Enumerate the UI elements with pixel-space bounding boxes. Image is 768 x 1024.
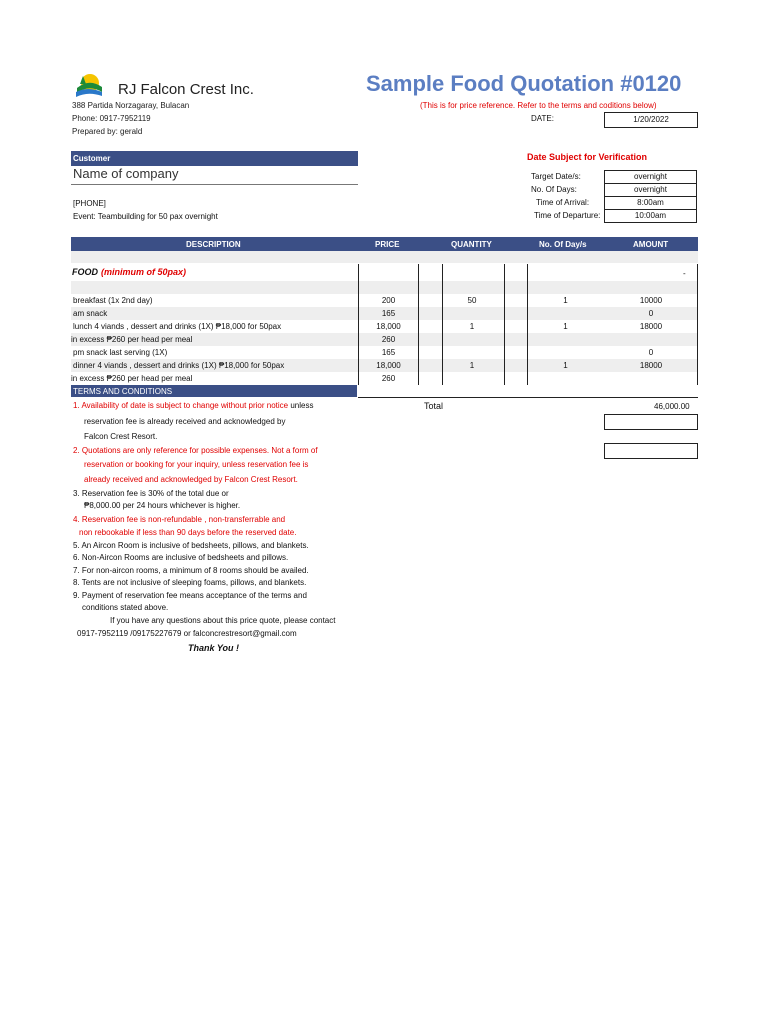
food-section-label: FOOD (72, 267, 98, 277)
term-line: conditions stated above. (82, 603, 169, 612)
term-line: 5. An Aircon Room is inclusive of bedsheets, pillows, and blankets. (73, 541, 309, 550)
customer-bar-label: Customer (73, 154, 111, 163)
term-line: 8. Tents are not inclusive of sleeping foams, pillows, and blankets. (73, 578, 307, 587)
terms-bar-label: TERMS AND CONDITIONS (73, 387, 173, 396)
resort-logo-icon (74, 72, 104, 98)
header-days: No. Of Day/s (539, 240, 587, 249)
term-line: 7. For non-aircon rooms, a minimum of 8 rooms should be availed. (73, 566, 309, 575)
reference-note: (This is for price reference. Refer to the terms and coditions below) (420, 101, 657, 110)
verification-heading: Date Subject for Verification (527, 152, 648, 162)
term-line: already received and acknowledged by Falcon Crest Resort. (84, 475, 298, 484)
row-amount: 0 (648, 348, 654, 357)
page-title: Sample Food Quotation #0120 (366, 71, 682, 96)
table-row (71, 307, 698, 320)
row-price: 18,000 (376, 361, 401, 370)
column-divider (442, 264, 443, 385)
row-price: 165 (381, 348, 396, 357)
term-line: 2. Quotations are only reference for possible expenses. Not a form of (73, 446, 318, 455)
table-row (71, 333, 698, 346)
row-description: am snack (73, 309, 108, 318)
total-label: Total (424, 401, 444, 411)
header-amount: AMOUNT (633, 240, 669, 249)
row-amount: 0 (648, 309, 654, 318)
header-price: PRICE (375, 240, 400, 249)
spacer-row (71, 281, 698, 294)
days-label: No. Of Days: (531, 185, 577, 194)
table-row (71, 359, 698, 372)
row-price: 18,000 (376, 322, 401, 331)
row-days: 1 (563, 296, 568, 305)
extra-field-1[interactable] (604, 414, 698, 430)
column-divider (418, 264, 419, 385)
terms-bar (71, 385, 357, 397)
target-date-field[interactable]: overnight (604, 170, 697, 184)
row-description: in excess ₱260 per head per meal (71, 374, 193, 383)
row-days: 1 (563, 361, 568, 370)
table-row (71, 294, 698, 307)
table-row (71, 346, 698, 359)
row-price: 200 (381, 296, 396, 305)
date-label: DATE: (531, 114, 554, 123)
extra-field-2[interactable] (604, 443, 698, 459)
row-description: pm snack last serving (1X) (73, 348, 168, 357)
spacer-row (71, 251, 698, 263)
term-line: Falcon Crest Resort. (84, 432, 158, 441)
row-amount: 18000 (639, 322, 663, 331)
days-field[interactable]: overnight (604, 184, 697, 197)
contact-note: If you have any questions about this price quote, please contact (110, 616, 336, 625)
row-description: dinner 4 viands , dessert and drinks (1X) ₱18,000 for 50pax (73, 361, 285, 370)
thank-you-text: Thank You ! (188, 643, 240, 653)
term-line: ₱8,000.00 per 24 hours whichever is higher. (84, 501, 241, 510)
term-line: 4. Reservation fee is non-refundable , non-transferrable and (73, 515, 286, 524)
term-line: reservation fee is already received and acknowledged by (84, 417, 286, 426)
row-quantity: 1 (469, 322, 475, 331)
food-section-note: (minimum of 50pax) (101, 267, 187, 277)
header-quantity: QUANTITY (451, 240, 492, 249)
departure-field[interactable]: 10:00am (604, 210, 697, 223)
row-price: 165 (381, 309, 396, 318)
row-price: 260 (381, 335, 396, 344)
customer-company-name[interactable]: Name of company (73, 166, 179, 181)
customer-bar (71, 151, 358, 166)
total-value: 46,000.00 (654, 402, 690, 411)
departure-label: Time of Departure: (534, 211, 601, 220)
verification-grid (604, 170, 697, 223)
column-divider (697, 264, 698, 385)
arrival-label: Time of Arrival: (536, 198, 590, 207)
row-days: 1 (563, 322, 568, 331)
customer-phone[interactable]: [PHONE] (73, 199, 106, 208)
term-line: 3. Reservation fee is 30% of the total due or (73, 489, 229, 498)
row-quantity: 1 (469, 361, 475, 370)
term-line: non rebookable if less than 90 days before the reserved date. (79, 528, 297, 537)
column-divider (504, 264, 505, 385)
company-name: RJ Falcon Crest Inc. (118, 81, 254, 98)
table-row (71, 372, 698, 385)
prepared-by: Prepared by: gerald (72, 127, 143, 136)
company-phone: Phone: 0917-7952119 (72, 114, 151, 123)
date-field[interactable]: 1/20/2022 (604, 112, 698, 128)
term-line: 6. Non-Aircon Rooms are inclusive of bedsheets and pillows. (73, 553, 289, 562)
table-header (71, 237, 698, 251)
row-description: breakfast (1x 2nd day) (73, 296, 153, 305)
total-divider (358, 397, 698, 398)
row-description: in excess ₱260 per head per meal (71, 335, 193, 344)
food-section-amount: - (683, 269, 686, 278)
contact-details: 0917-7952119 /09175227679 or falconcrestresort@gmail.com (77, 629, 297, 638)
term-line: 1. Availability of date is subject to change without prior notice unless (73, 401, 314, 410)
table-row (71, 320, 698, 333)
term-line: reservation or booking for your inquiry, unless reservation fee is (84, 460, 309, 469)
row-amount: 10000 (639, 296, 663, 305)
customer-event: Event: Teambuilding for 50 pax overnight (73, 212, 218, 221)
row-amount: 18000 (639, 361, 663, 370)
company-address: 388 Partida Norzagaray, Bulacan (72, 101, 190, 110)
arrival-field[interactable]: 8:00am (604, 197, 697, 210)
row-price: 260 (381, 374, 396, 383)
column-divider (358, 264, 359, 385)
food-section-row (71, 264, 698, 282)
row-description: lunch 4 viands , dessert and drinks (1X) ₱18,000 for 50pax (73, 322, 282, 331)
header-description: DESCRIPTION (186, 240, 241, 249)
column-divider (527, 264, 528, 385)
term-line: 9. Payment of reservation fee means acceptance of the terms and (73, 591, 307, 600)
row-quantity: 50 (467, 296, 477, 305)
target-date-label: Target Date/s: (531, 172, 581, 181)
